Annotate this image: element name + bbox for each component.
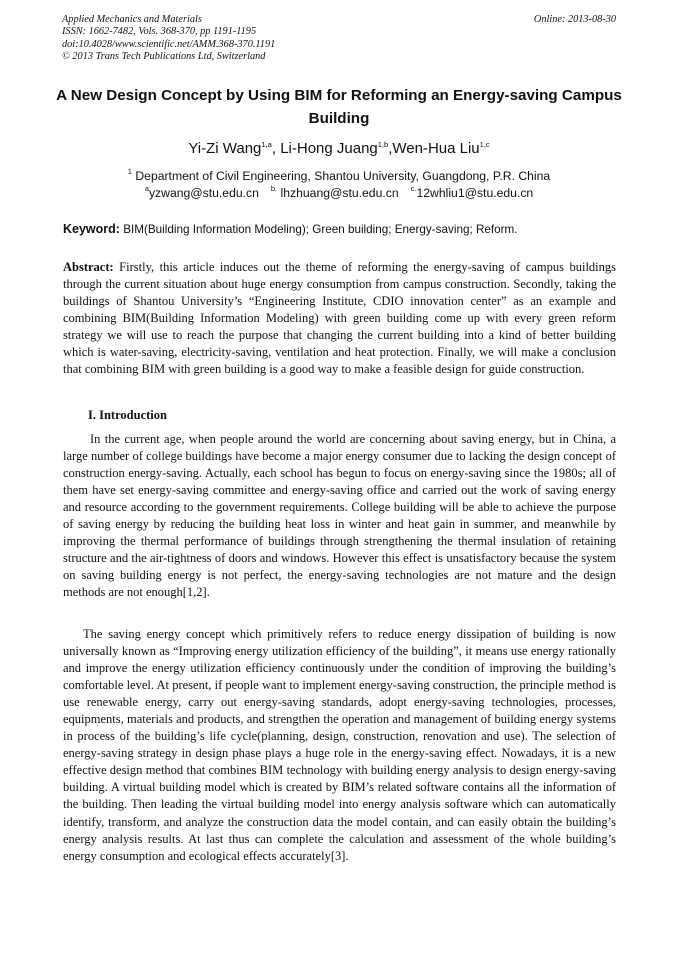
- body-paragraph: In the current age, when people around the world are concerning about saving energy, but in China, a large number of college buildings have become a major energy consumer due to lacking the design concept of construction energy-saving. Actually, each school has begun to focus on energy-saving since the 1980s; all of them have set energy-saving committee and energy-saving office and carried out the work of saving energy and resource according to the government requirements. College building will be able to achieve the purpose of saving energy by reducing the building heat loss in winter and heat gain in summer, and meanwhile by improving the thermal performance of buildings through strengthening the thermal insulation of retaining structure and the air-tightness of doors and windows. However this effect is unsatisfactory because the system on saving building energy is not perfect, the energy-saving technologies are not mature and the design methods are not enough[1,2].: [63, 432, 616, 600]
- email-list: [0, 186, 678, 200]
- author-superscript: 1,c: [479, 140, 490, 149]
- section-heading: I. Introduction: [88, 408, 167, 422]
- keywords-label: Keyword:: [63, 222, 120, 236]
- body-paragraph: The saving energy concept which primitively refers to reduce energy dissipation of building is now universally known as “Improving energy utilization efficiency of the building”, it means use energy rationally and improve the energy utilization efficiency continuously under the condition of improving the building’s comfortable level. At present, if people want to implement energy-saving construction, the principle method is use renewable energy, carry out energy-saving standards, adopt energy-saving technologies, processes, equipments, materials and products, and strengthen the operation and management of building energy systems in process of the building’s life cycle(planning, design, construction, renovation and use). The selection of energy-saving strategy in design phase plays a huge role in the energy-saving effect. Nowadays, it is a new effective design method that combines BIM technology with building energy analysis to design energy-saving building. A virtual building model which is created by BIM’s related software contains all the information of the building. Then leading the virtual building model into energy analysis software which can automatically identify, transform, and analyze the construction data the model contain, and can easily obtain the building’s energy analysis results. At last thus can complete the calculation and assessment of the whole building’s energy consumption and ecological effects accurately[3].: [63, 627, 616, 863]
- paper-title: A New Design Concept by Using BIM for Reforming an Energy-saving Campus Building: [56, 87, 622, 127]
- author-superscript: 1,a: [261, 140, 272, 149]
- author-name: Li-Hong Juang: [280, 140, 378, 157]
- running-header: [62, 14, 616, 63]
- email-address: 12whliu1@stu.edu.cn: [416, 186, 534, 200]
- author-list: [0, 140, 678, 157]
- abstract-label: Abstract:: [63, 260, 114, 274]
- author-separator: ,: [271, 140, 281, 157]
- journal-name: Applied Mechanics and Materials: [62, 14, 202, 25]
- issn-line: ISSN: 1662-7482, Vols. 368-370, pp 1191-1195: [62, 26, 257, 38]
- author-name: Yi-Zi Wang: [188, 140, 262, 157]
- abstract: [63, 259, 616, 378]
- abstract-text: Firstly, this article induces out the theme of reforming the energy-saving of campus buildings through the current situation about huge energy consumption from campus construction. Secondly, taking the buildings of Shantou University’s “Engineering Institute, CDIO innovation center” as an example and combining BIM(Building Information Modeling) with green building come up with every green reform strategy we will use to reach the purpose that changing the current building into a kind of better building which is water-saving, electricity-saving, ventilation and heat protection. Finally, we will make a conclusion that combining BIM with green building is a good way to make a feasible design for guide construction.: [63, 260, 617, 377]
- copyright-line: © 2013 Trans Tech Publications Ltd, Switzerland: [62, 50, 266, 62]
- author-superscript: 1,b: [377, 140, 389, 149]
- email-address: lhzhuang@stu.edu.cn: [280, 186, 399, 200]
- affiliation-text: Department of Civil Engineering, Shantou University, Guangdong, P.R. China: [135, 169, 551, 183]
- email-superscript: b.: [270, 184, 278, 193]
- email-address: yzwang@stu.edu.cn: [148, 186, 259, 200]
- online-date: Online: 2013-08-30: [533, 14, 616, 25]
- keywords: [63, 222, 616, 236]
- email-superscript: c.: [410, 184, 417, 193]
- doi-line: doi:10.4028/www.scientific.net/AMM.368-370.1191: [62, 38, 276, 50]
- author-separator: ,: [388, 140, 393, 157]
- affiliation: [0, 169, 678, 183]
- email-superscript: a: [144, 184, 149, 193]
- affiliation-superscript: 1: [127, 167, 132, 176]
- author-name: Wen-Hua Liu: [392, 140, 480, 157]
- keywords-text: BIM(Building Information Modeling); Green building; Energy-saving; Reform.: [123, 223, 518, 236]
